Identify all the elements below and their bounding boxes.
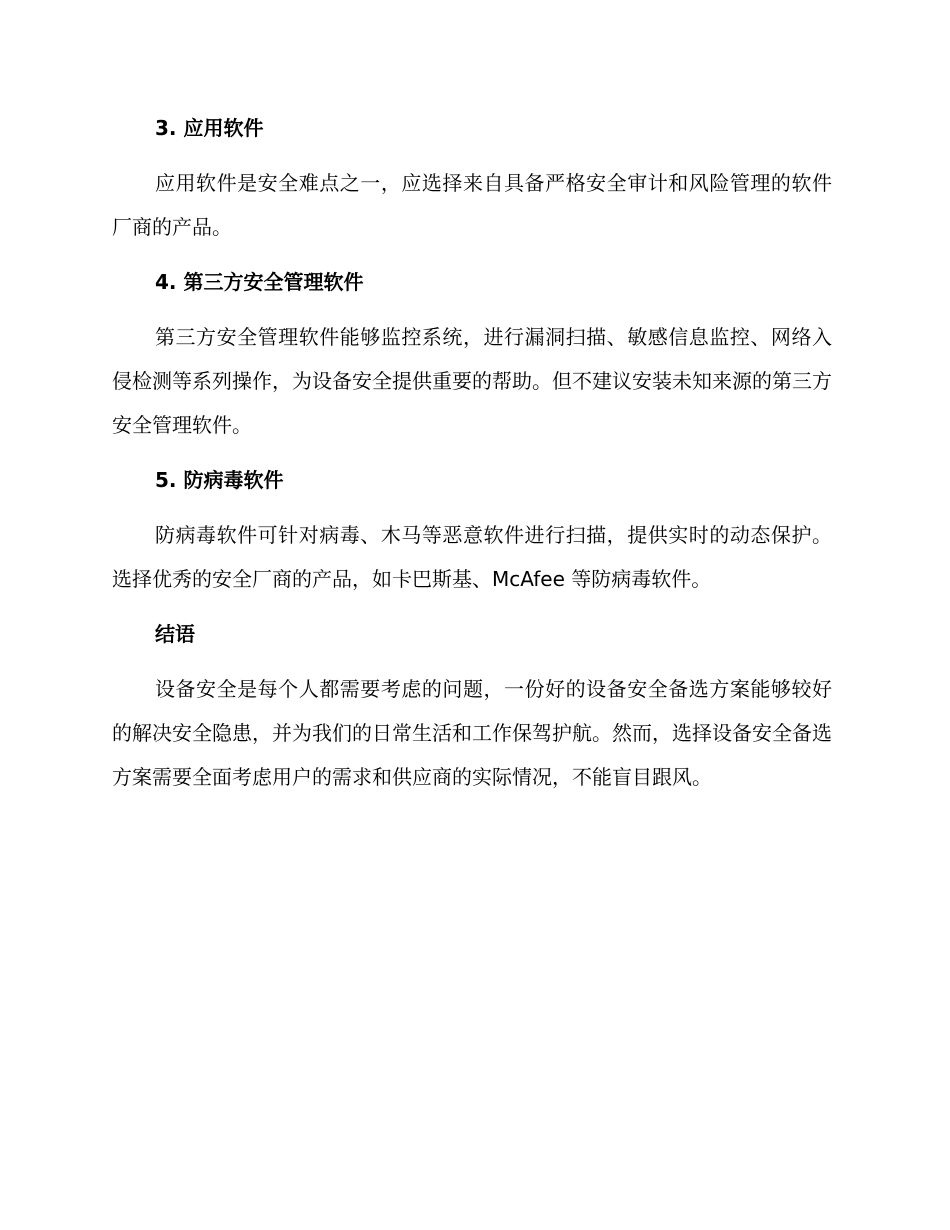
section-paragraph-application-software: 应用软件是安全难点之一，应选择来自具备严格安全审计和风险管理的软件厂商的产品。 bbox=[112, 171, 832, 239]
section-paragraph-conclusion: 设备安全是每个人都需要考虑的问题，一份好的设备安全备选方案能够较好的解决安全隐患，并为我们的日常生活和工作保驾护航。然而，选择设备安全备选方案需要全面考虑用户的需求和供应商的实际情况，不能盲目跟风。 bbox=[112, 677, 832, 789]
section-paragraph-third-party-security-software: 第三方安全管理软件能够监控系统，进行漏洞扫描、敏感信息监控、网络入侵检测等系列操作，为设备安全提供重要的帮助。但不建议安装未知来源的第三方安全管理软件。 bbox=[112, 325, 832, 437]
section-paragraph-antivirus-software: 防病毒软件可针对病毒、木马等恶意软件进行扫描，提供实时的动态保护。选择优秀的安全厂商的产品，如卡巴斯基、McAfee 等防病毒软件。 bbox=[112, 523, 832, 591]
section-heading-conclusion: 结语 bbox=[155, 622, 195, 646]
section-heading-third-party-security-software: 4. 第三方安全管理软件 bbox=[155, 270, 364, 294]
section-heading-application-software: 3. 应用软件 bbox=[155, 116, 264, 140]
section-heading-antivirus-software: 5. 防病毒软件 bbox=[155, 468, 284, 492]
document-body bbox=[112, 112, 832, 799]
